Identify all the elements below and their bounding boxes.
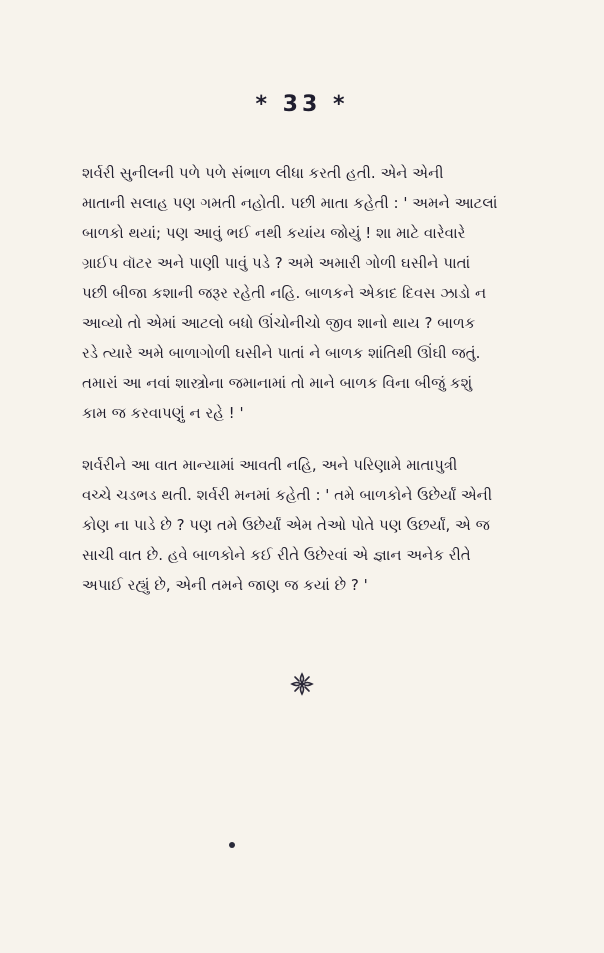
text-line: કામ જ કરવાપણું ન રહે ! ' (82, 404, 244, 422)
text-line: શર્વરીને આ વાત માન્યામાં આવતી નહિ, અને પરિણામે માતાપુત્રી (82, 456, 458, 474)
text-line: સાચી વાત છે. હવે બાળકોને કઈ રીતે ઉછેરવાં એ જ્ઞાન અનેક રીતે (82, 546, 471, 564)
paragraph-1 (82, 158, 542, 428)
text-line: વચ્ચે ચડભડ થતી. શર્વરી મનમાં કહેતી : ' તમે બાળકોને ઉછેર્યાં એની (82, 486, 493, 504)
chapter-heading: * 33 * (255, 92, 349, 117)
text-line: રડે ત્યારે અમે બાળાગોળી ઘસીને પાતાં ને બાળક શાંતિથી ઊંઘી જતું. (82, 344, 481, 362)
text-line: ગ્રાઈપ વૉટર અને પાણી પાવું પડે ? અમે અમારી ગોળી ઘસીને પાતાં (82, 254, 471, 272)
text-line: શર્વરી સુનીલની પળે પળે સંભાળ લીધા કરતી હતી. એને એની (82, 164, 444, 182)
floral-ornament-icon (290, 672, 314, 696)
text-line: આવ્યો તો એમાં આટલો બધો ઊંચોનીચો જીવ શાનો થાય ? બાળક (82, 314, 476, 332)
text-line: પછી બીજા કશાની જરૂર રહેતી નહિ. બાળકને એકાદ દિવસ ઝાડો ન (82, 284, 487, 302)
text-line: અપાઈ રહ્યું છે, એની તમને જાણ જ કયાં છે ? ' (82, 576, 368, 594)
printed-dot (229, 842, 235, 848)
text-line: કોણ ના પાડે છે ? પણ તમે ઉછેર્યાં એમ તેઓ પોતે પણ ઉછર્યાં, એ જ (82, 516, 490, 534)
text-line: માતાની સલાહ પણ ગમતી નહોતી. પછી માતા કહેતી : ' અમને આટલાં (82, 194, 498, 212)
paragraph-2 (82, 450, 542, 600)
text-line: બાળકો થયાં; પણ આવું ભઈ નથી કયાંય જોયું ! શા માટે વારેવારે (82, 224, 466, 242)
text-line: તમારાં આ નવાં શાસ્ત્રોના જમાનામાં તો માને બાળક વિના બીજું કશું (82, 374, 473, 392)
